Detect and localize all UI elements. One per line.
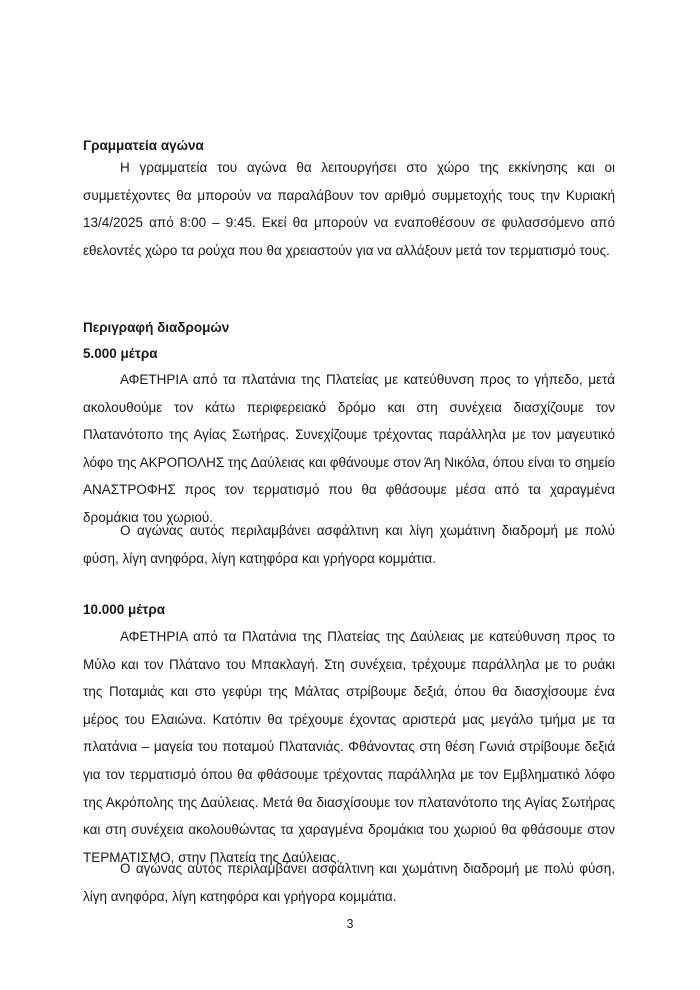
routes-heading: Περιγραφή διαδρομών [83,320,230,335]
page-number: 3 [346,917,354,931]
route-5k-paragraph: ΑΦΕΤΗΡΙΑ από τα πλατάνια της Πλατείας με κατεύθυνση προς το γήπεδο, μετά ακολουθούμε τον κάτω περιφερειακό δρόμο και στη συνέχεια διασχίζουμε τον Πλατανότοπο της Αγίας Σωτήρας. Συνεχίζουμε τρέχοντας παράλληλα με τον μαγευτικό λόφο της ΑΚΡΟΠΟΛΗΣ της Δαύλειας και φθάνουμε στον Άη Νικόλα, όπου είναι το σημείο ΑΝΑΣΤΡΟΦΗΣ προς τον τερματισμό που θα φθάσουμε μέσα από τα χαραγμένα δρομάκια του χωριού. [83,372,615,525]
route-5k-heading: 5.000 μέτρα [83,346,158,361]
secretariat-paragraph: Η γραμματεία του αγώνα θα λειτουργήσει στο χώρο της εκκίνησης και οι συμμετέχοντες θα μπορούν να παραλάβουν τον αριθμό συμμετοχής τους την Κυριακή 13/4/2025 από 8:00 – 9:45. Εκεί θα μπορούν να εναποθέσουν σε φυλασσόμενο από εθελοντές χώρο τα ρούχα που θα χρειαστούν για να αλλάξουν μετά τον τερματισμό τους. [83,160,615,258]
secretariat-heading: Γραμματεία αγώνα [83,138,204,153]
route-10k-paragraph: ΑΦΕΤΗΡΙΑ από τα Πλατάνια της Πλατείας της Δαύλειας με κατεύθυνση προς το Μύλο και τον Πλάτανο του Μπακλαγή. Στη συνέχεια, τρέχουμε παράλληλα με το ρυάκι της Ποταμιάς και στο γεφύρι της Μάλτας στρίβουμε δεξιά, όπου θα διασχίσουμε ένα μέρος του Ελαιώνα. Κατόπιν θα τρέχουμε έχοντας αριστερά μας μεγάλο τμήμα με τα πλατάνια – μαγεία του ποταμού Πλατανιάς. Φθάνοντας στη θέση Γωνιά στρίβουμε δεξιά για τον τερματισμό όπου θα φθάσουμε τρέχοντας παράλληλα με τον Εμβληματικό λόφο της Ακρόπολης της Δαύλειας. Μετά θα διασχίσουμε τον πλατανότοπο της Αγίας Σωτήρας και στη συνέχεια ακολουθώντας τα χαραγμένα δρομάκια του χωριού θα φθάσουμε στον ΤΕΡΜΑΤΙΣΜΟ, στην Πλατεία της Δαύλειας. [83,629,615,865]
route-10k-heading: 10.000 μέτρα [83,602,166,617]
route-5k-summary: Ο αγώνας αυτός περιλαμβάνει ασφάλτινη και λίγη χωμάτινη διαδρομή με πολύ φύση, λίγη ανηφόρα, λίγη κατηφόρα και γρήγορα κομμάτια. [83,523,615,566]
route-10k-summary: Ο αγώνας αυτός περιλαμβάνει ασφάλτινη και χωμάτινη διαδρομή με πολύ φύση, λίγη ανηφόρα, λίγη κατηφόρα και γρήγορα κομμάτια. [83,861,615,904]
